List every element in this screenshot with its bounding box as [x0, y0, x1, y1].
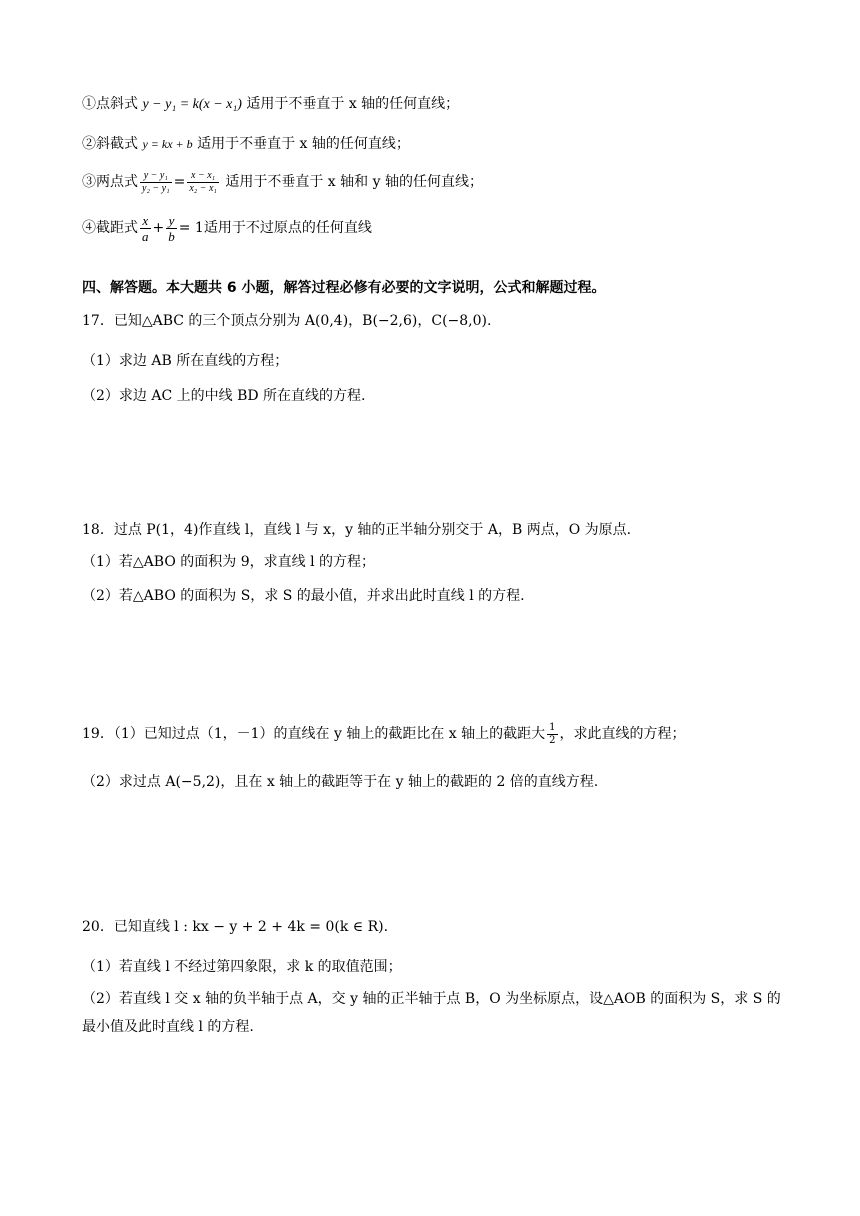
problem-17-part-2: （2）求边 AC 上的中线 BD 所在直线的方程.: [82, 388, 366, 404]
formula-desc: 适用于不垂直于 x 轴的任何直线；: [197, 136, 410, 152]
fraction-one-half: $\frac{1}{2}$: [549, 721, 556, 746]
formula-expr: y = kx + b: [142, 137, 193, 151]
formula-point-slope: [82, 94, 459, 115]
formula-name: 两点式: [96, 174, 138, 190]
formula-marker: ③: [82, 174, 96, 190]
formula-name: 点斜式: [96, 96, 138, 112]
fraction: $\frac{\text{y − y₁}}{\text{y₂ − y₁}}$: [142, 169, 170, 194]
fraction: $\frac{\text{x − x₁}}{\text{x₂ − x₁}}$: [189, 169, 217, 194]
fraction: $\frac{y}{b}$: [168, 212, 175, 244]
problem-17-stem: 17．已知△ABC 的三个顶点分别为 A(0,4)，B(−2,6)，C(−8,0).: [82, 313, 492, 329]
formula-marker: ②: [82, 136, 96, 152]
problem-20-part-1: （1）若直线 l 不经过第四象限，求 k 的取值范围；: [82, 959, 402, 975]
fraction: $\frac{x}{a}$: [142, 212, 149, 244]
formula-marker: ①: [82, 96, 96, 112]
formula-desc: 适用于不垂直于 x 轴和 y 轴的任何直线；: [225, 174, 483, 190]
formula-slope-intercept: [82, 134, 410, 154]
formula-expr: y − y₁ = k(x − x₁): [142, 97, 242, 112]
problem-18-part-2: （2）若△ABO 的面积为 S，求 S 的最小值，并求出此时直线 l 的方程.: [82, 588, 525, 604]
formula-name: 斜截式: [96, 136, 138, 152]
problem-19-stem: 19．（1）已知过点（1，－1）的直线在 y 轴上的截距比在 x 轴上的截距大 $\frac{1}{2}$ ，求此直线的方程；: [82, 721, 686, 746]
problem-20-stem: 20．已知直线 l : kx − y + 2 + 4k = 0(k ∈ R).: [82, 919, 389, 935]
formula-intercept: ④截距式 $\frac{x}{a}$ + $\frac{y}{b}$ = 1适用于不过原点的任何直线: [82, 212, 372, 244]
problem-18-stem: 18．过点 P(1，4)作直线 l，直线 l 与 x，y 轴的正半轴分别交于 A，B 两点，O 为原点.: [82, 522, 632, 538]
formula-name: 截距式: [96, 220, 138, 236]
formula-marker: ④: [82, 220, 96, 236]
problem-20-part-2: （2）若直线 l 交 x 轴的负半轴于点 A，交 y 轴的正半轴于点 B，O 为坐标原点，设△AOB 的面积为 S，求 S 的最小值及此时直线 l 的方程.: [82, 991, 781, 1035]
problem-18-part-1: （1）若△ABO 的面积为 9，求直线 l 的方程；: [82, 554, 375, 570]
formula-desc: 适用于不垂直于 x 轴的任何直线；: [246, 96, 460, 112]
problem-17-part-1: （1）求边 AB 所在直线的方程；: [82, 353, 289, 369]
formula-two-point: ③两点式 $\frac{\text{y − y₁}}{\text{y₂ − y₁}}$ = $\frac{\text{x − x₁}}{\text{x₂ − x₁}}$ 适用于不垂直于 x 轴和 y 轴的任何直线；: [82, 169, 483, 194]
section-title: 四、解答题。本大题共 6 小题，解答过程必修有必要的文字说明，公式和解题过程。: [82, 280, 606, 296]
formula-desc: 适用于不过原点的任何直线: [203, 220, 372, 236]
problem-19-part-2: （2）求过点 A(−5,2)，且在 x 轴上的截距等于在 y 轴上的截距的 2 倍的直线方程.: [82, 774, 599, 790]
